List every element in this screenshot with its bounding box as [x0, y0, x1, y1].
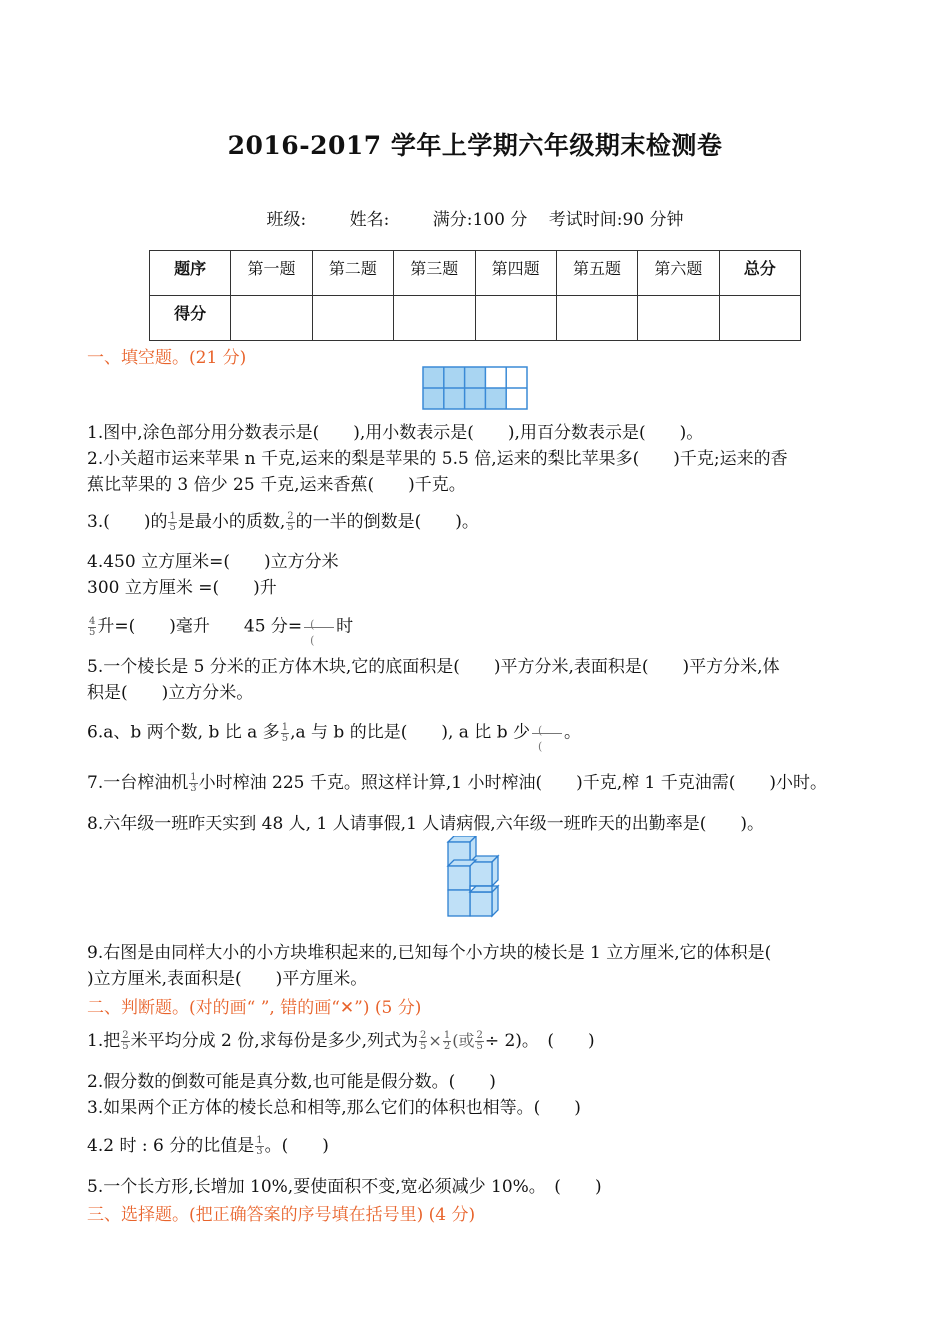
shaded-grid-figure [422, 366, 528, 410]
full-score: 满分:100 分 [432, 210, 528, 230]
score-cell[interactable] [394, 296, 475, 341]
fill-question-8: 8.六年级一班昨天实到 48 人, 1 人请事假,1 人请病假,六年级一班昨天的出勤率是( )。 [87, 814, 764, 834]
class-label: 班级: [266, 210, 307, 230]
score-header: 题序 [150, 251, 231, 296]
section-choice-heading: 三、选择题。(把正确答案的序号填在括号里) (4 分) [87, 1205, 476, 1225]
grid-cell-shaded [444, 388, 465, 409]
grid-cell-shaded [465, 367, 486, 388]
fill-question-2-line-2: 蕉比苹果的 3 倍少 25 千克,运来香蕉( )千克。 [87, 475, 466, 495]
q7-text-a: 7.一台榨油机 [87, 773, 189, 793]
score-header: 第六题 [638, 251, 719, 296]
fraction-two-fifths: $\frac{2}{5}$ [420, 1030, 427, 1052]
section-judge-heading: 二、判断题。(对的画“ ”, 错的画“✕”) (5 分) [87, 998, 422, 1018]
j1-text-a: 1.把 [87, 1031, 121, 1051]
fraction-four-fifths: $\frac{4}{5}$ [89, 615, 96, 638]
exam-time: 考试时间:90 分钟 [548, 210, 684, 230]
score-header: 第一题 [231, 251, 312, 296]
fraction-one-half: $\frac{1}{2}$ [443, 1030, 451, 1052]
score-cell[interactable] [719, 296, 800, 341]
times-sign: × [428, 1031, 442, 1050]
score-header: 第二题 [312, 251, 393, 296]
fill-question-2-line-1: 2.小关超市运来苹果 n 千克,运来的梨是苹果的 5.5 倍,运来的梨比苹果多( )千克;运来的香 [87, 449, 788, 469]
j4-text-b: 。( ) [264, 1136, 329, 1156]
q6-text-c: 。 [564, 722, 581, 743]
fill-question-3 [87, 509, 479, 535]
score-cell[interactable] [556, 296, 637, 341]
fill-question-4-line-1: 4.450 立方厘米=( )立方分米 [87, 552, 339, 572]
q4-text-b: 时 [336, 616, 354, 637]
q3-text-a: 3.( )的 [87, 512, 168, 532]
section-fill-heading: 一、填空题。(21 分) [87, 348, 247, 368]
j1-alt-open: (或 [452, 1031, 475, 1050]
judge-question-1 [87, 1028, 595, 1054]
fill-question-5-line-2: 积是( )立方分米。 [87, 683, 254, 703]
q6-text-b: ,a 与 b 的比是( ), a 比 b 少 [290, 722, 530, 743]
fraction-one-third: $\frac{1}{3}$ [190, 772, 197, 794]
fraction-one-fifth: $\frac{1}{5}$ [169, 511, 176, 533]
cube [470, 886, 498, 892]
j1-text-b: 米平均分成 2 份,求每份是多少,列式为 [130, 1031, 419, 1051]
score-cell[interactable] [638, 296, 719, 341]
score-cell[interactable] [475, 296, 556, 341]
grid-cell-shaded [423, 367, 444, 388]
grid-cell-shaded [423, 388, 444, 409]
score-header: 第四题 [475, 251, 556, 296]
fraction-one-third: $\frac{1}{3}$ [256, 1135, 263, 1157]
score-cell[interactable] [312, 296, 393, 341]
score-header: 第三题 [394, 251, 475, 296]
j4-text-a: 4.2 时 : 6 分的比值是 [87, 1136, 255, 1156]
name-label: 姓名: [349, 210, 390, 230]
q4-text-a: 升=( )毫升 45 分= [97, 616, 303, 637]
q7-text-b: 小时榨油 225 千克。照这样计算,1 小时榨油( )千克,榨 1 千克油需( )小时。 [198, 773, 828, 793]
q3-text-b: 是最小的质数, [177, 512, 286, 532]
grid-cell-shaded [465, 388, 486, 409]
fill-question-5-line-1: 5.一个棱长是 5 分米的正方体木块,它的底面积是( )平方分米,表面积是( )平方分米,体 [87, 657, 780, 677]
exam-info [0, 205, 950, 230]
fill-question-7 [87, 770, 827, 796]
fraction-two-fifths: $\frac{2}{5}$ [476, 1030, 483, 1052]
fill-question-4-line-2: 300 立方厘米 =( )升 [87, 578, 277, 598]
score-header: 第五题 [556, 251, 637, 296]
fill-question-6 [87, 718, 581, 753]
score-row-label: 得分 [150, 296, 231, 341]
fraction-two-fifths: $\frac{2}{5}$ [287, 511, 294, 533]
judge-question-2: 2.假分数的倒数可能是真分数,也可能是假分数。( ) [87, 1072, 496, 1092]
fill-question-1: 1.图中,涂色部分用分数表示是( ),用小数表示是( ),用百分数表示是( )。 [87, 423, 704, 443]
score-header: 总分 [719, 251, 800, 296]
page-title: 2016-2017 学年上学期六年级期末检测卷 [227, 131, 723, 160]
cube [448, 890, 470, 916]
judge-question-5: 5.一个长方形,长增加 10%,要使面积不变,宽必须减少 10%。 ( ) [87, 1177, 602, 1197]
fill-question-9-line-2: )立方厘米,表面积是( )平方厘米。 [87, 969, 368, 989]
fraction-one-fifth: $\frac{1}{5}$ [281, 721, 289, 744]
score-cell[interactable] [231, 296, 312, 341]
q3-text-c: 的一半的倒数是( )。 [295, 512, 479, 532]
judge-question-3: 3.如果两个正方体的棱长总和相等,那么它们的体积也相等。( ) [87, 1098, 581, 1118]
fill-question-4-line-3 [87, 612, 354, 647]
grid-cell-shaded [485, 388, 506, 409]
grid-cell-shaded [444, 367, 465, 388]
score-table [149, 250, 801, 341]
fraction-two-fifths: $\frac{2}{5}$ [122, 1030, 129, 1052]
blank-fraction[interactable]: ( ( [530, 718, 564, 748]
judge-question-4 [87, 1133, 329, 1159]
blank-fraction[interactable]: ( ( [302, 612, 336, 642]
cube-stack-figure [440, 836, 514, 922]
q6-text-a: 6.a、b 两个数, b 比 a 多 [87, 722, 280, 743]
j1-text-e: ÷ 2)。 ( ) [484, 1031, 595, 1051]
fill-question-9-line-1: 9.右图是由同样大小的小方块堆积起来的,已知每个小方块的棱长是 1 立方厘米,它的体积是( [87, 943, 772, 963]
